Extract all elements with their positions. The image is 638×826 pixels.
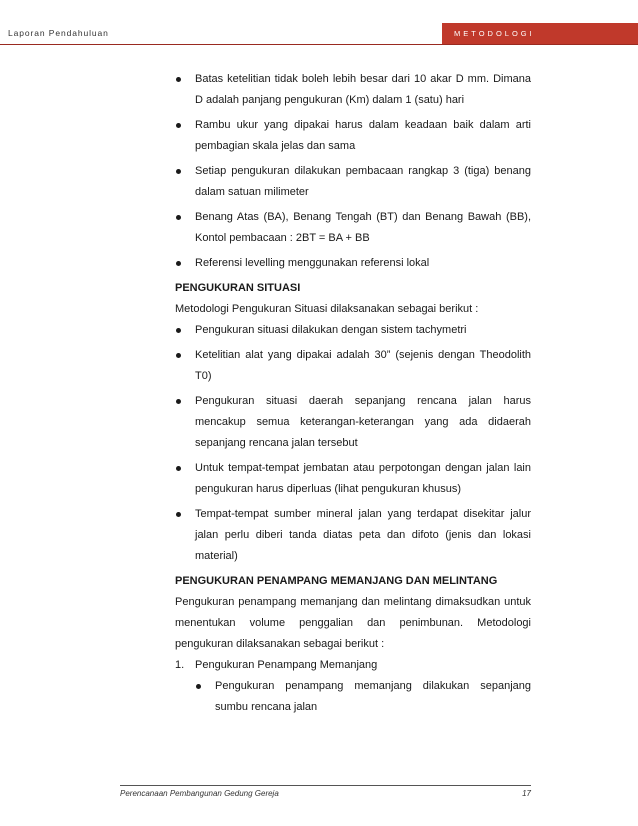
list-item: Pengukuran situasi dilakukan dengan sistem tachymetri	[175, 320, 531, 341]
list-item: Pengukuran situasi daerah sepanjang rencana jalan harus mencakup semua keterangan-keterangan yang ada didaerah sepanjang rencana jalan tersebut	[175, 391, 531, 454]
section-heading-penampang: PENGUKURAN PENAMPANG MEMANJANG DAN MELINTANG	[175, 575, 498, 587]
bullet-list-situasi	[175, 320, 531, 567]
header-title: Laporan Pendahuluan	[8, 28, 109, 38]
page-number: 17	[522, 789, 531, 798]
numbered-item	[175, 655, 531, 676]
list-item: Setiap pengukuran dilakukan pembacaan rangkap 3 (tiga) benang dalam satuan milimeter	[175, 161, 531, 203]
list-item: Batas ketelitian tidak boleh lebih besar dari 10 akar D mm. Dimana D adalah panjang pengukuran (Km) dalam 1 (satu) hari	[175, 69, 531, 111]
section-intro-penampang: Pengukuran penampang memanjang dan melintang dimaksudkan untuk menentukan volume penggalian dan penimbunan. Metodologi pengukuran dilaksanakan sebagai berikut :	[175, 596, 531, 650]
footer-project-title: Perencanaan Pembangunan Gedung Gereja	[120, 789, 279, 798]
list-item: Pengukuran penampang memanjang dilakukan sepanjang sumbu rencana jalan	[195, 676, 531, 718]
list-item: Untuk tempat-tempat jembatan atau perpotongan dengan jalan lain pengukuran harus diperluas (lihat pengukuran khusus)	[175, 458, 531, 500]
item-label: Pengukuran Penampang Memanjang	[195, 659, 378, 671]
list-item: Ketelitian alat yang dipakai adalah 30” (sejenis dengan Theodolith T0)	[175, 345, 531, 387]
list-item: Referensi levelling menggunakan referensi lokal	[175, 253, 531, 274]
section-heading-situasi: PENGUKURAN SITUASI	[175, 282, 301, 294]
section-intro-situasi: Metodologi Pengukuran Situasi dilaksanakan sebagai berikut :	[175, 303, 479, 315]
sub-bullet-list	[195, 676, 531, 718]
list-item: Rambu ukur yang dipakai harus dalam keadaan baik dalam arti pembagian skala jelas dan sama	[175, 115, 531, 157]
header-divider	[0, 44, 638, 45]
main-content	[175, 69, 531, 722]
footer-divider	[120, 785, 531, 786]
header-section-label: METODOLOGI	[442, 23, 638, 45]
list-item: Tempat-tempat sumber mineral jalan yang terdapat disekitar jalur jalan perlu diberi tanda diatas peta dan difoto (jenis dan lokasi material)	[175, 504, 531, 567]
bullet-list-requirements	[175, 69, 531, 274]
list-item: Benang Atas (BA), Benang Tengah (BT) dan Benang Bawah (BB), Kontol pembacaan : 2BT = BA + BB	[175, 207, 531, 249]
item-number: 1.	[175, 659, 185, 671]
page-header	[0, 23, 638, 45]
